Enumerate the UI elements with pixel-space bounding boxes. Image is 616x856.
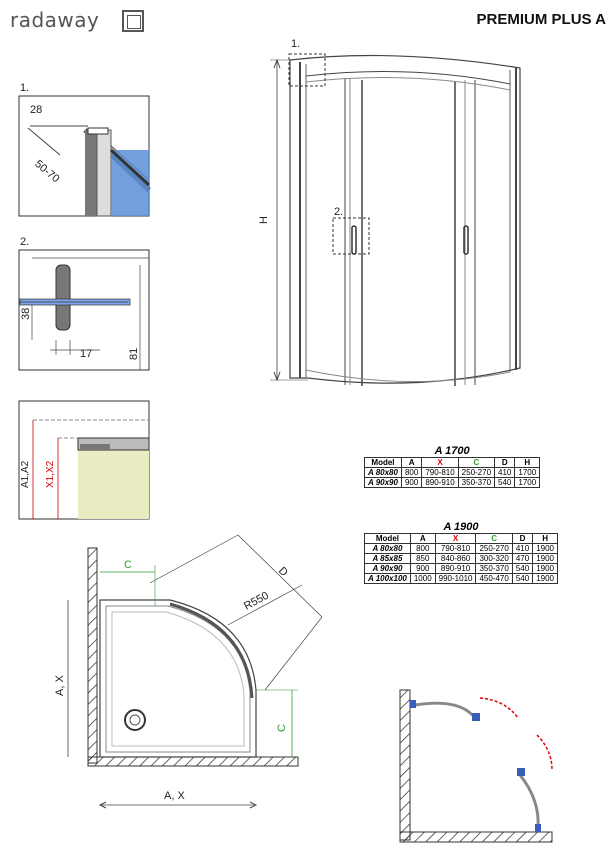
table-cell: 800 <box>410 544 435 554</box>
detail-2-dim-left: 38 <box>20 307 32 320</box>
table-row <box>365 574 558 584</box>
door-opening-diagram <box>400 690 552 842</box>
detail-2-dim-bottom: 17 <box>80 348 93 360</box>
detail-3 <box>19 401 149 519</box>
plan-ax-bottom: A, X <box>164 790 185 802</box>
table-header-cell: Model <box>365 534 411 544</box>
table-header-cell: A <box>410 534 435 544</box>
detail-1-dim-top: 28 <box>30 104 43 116</box>
table-cell: 350-370 <box>458 478 494 488</box>
plan-ax-left-text: A, X <box>54 675 66 696</box>
front-callout-2: 2. <box>334 206 344 218</box>
table-cell: 540 <box>512 574 532 584</box>
spec-table-a1700 <box>364 445 540 488</box>
plan-ax-left <box>54 675 66 696</box>
plan-radius-label: R550 <box>242 589 271 613</box>
table-cell: 890-910 <box>422 478 458 488</box>
table-cell: A 80x80 <box>365 544 411 554</box>
product-title: PREMIUM PLUS A <box>476 11 606 28</box>
detail-1-label: 1. <box>20 82 30 94</box>
table-cell: 1700 <box>515 468 540 478</box>
table-cell: A 90x90 <box>365 478 402 488</box>
table-cell: 470 <box>512 554 532 564</box>
front-height-label: H <box>258 216 270 224</box>
table-cell: 1900 <box>533 574 558 584</box>
detail-3-dim-x: X1,X2 <box>45 460 56 488</box>
table-header-cell: Model <box>365 458 402 468</box>
plan-d-label: D <box>275 564 291 580</box>
detail-2-label: 2. <box>20 236 30 248</box>
table-cell: 1900 <box>533 554 558 564</box>
table-cell: 410 <box>495 468 515 478</box>
table-cell: A 85x85 <box>365 554 411 564</box>
table-header-cell: H <box>533 534 558 544</box>
table-cell: 540 <box>512 564 532 574</box>
table-cell: 250-270 <box>476 544 512 554</box>
table-cell: 790-810 <box>422 468 458 478</box>
table-cell: 540 <box>495 478 515 488</box>
table-header-cell: D <box>512 534 532 544</box>
table-header-cell: X <box>422 458 458 468</box>
plan-c-top: C <box>124 559 132 571</box>
table-row <box>365 554 558 564</box>
table-header-row <box>365 534 558 544</box>
table-header-cell: H <box>515 458 540 468</box>
table-header-row <box>365 458 540 468</box>
table-cell: 790-810 <box>435 544 476 554</box>
table-header-cell: A <box>401 458 421 468</box>
table-cell: A 100x100 <box>365 574 411 584</box>
table-row <box>365 478 540 488</box>
table-cell: 890-910 <box>435 564 476 574</box>
table-header-cell: C <box>476 534 512 544</box>
table-cell: 410 <box>512 544 532 554</box>
front-view <box>270 54 520 386</box>
table-cell: A 80x80 <box>365 468 402 478</box>
table-header-cell: X <box>435 534 476 544</box>
detail-2-dim-right: 81 <box>128 347 140 360</box>
detail-3-dim-a: A1,A2 <box>20 460 31 488</box>
table-cell: 900 <box>401 478 421 488</box>
front-callout-1: 1. <box>291 38 301 50</box>
table-a1900 <box>364 533 558 584</box>
table-cell: 850 <box>410 554 435 564</box>
table-row <box>365 468 540 478</box>
table-cell: 300-320 <box>476 554 512 564</box>
table-header-cell: D <box>495 458 515 468</box>
table-cell: 1900 <box>533 564 558 574</box>
table-cell: 250-270 <box>458 468 494 478</box>
table-cell: 1000 <box>410 574 435 584</box>
table-header-cell: C <box>458 458 494 468</box>
brand-logo-text: radaway <box>10 8 100 32</box>
table-row <box>365 564 558 574</box>
spec-table-a1900 <box>364 521 558 584</box>
table-row <box>365 544 558 554</box>
table-cell: 800 <box>401 468 421 478</box>
table-cell: 1900 <box>533 544 558 554</box>
table-cell: 990-1010 <box>435 574 476 584</box>
table-caption-a1900: A 1900 <box>443 521 479 533</box>
table-cell: 840-860 <box>435 554 476 564</box>
table-cell: 900 <box>410 564 435 574</box>
table-cell: 450-470 <box>476 574 512 584</box>
table-cell: 1700 <box>515 478 540 488</box>
detail-1-dim-diag: 50-70 <box>32 158 62 186</box>
table-cell: 350-370 <box>476 564 512 574</box>
table-cell: A 90x90 <box>365 564 411 574</box>
table-caption-a1700: A 1700 <box>434 445 470 457</box>
table-a1700 <box>364 457 540 488</box>
plan-c-right: C <box>276 724 288 732</box>
